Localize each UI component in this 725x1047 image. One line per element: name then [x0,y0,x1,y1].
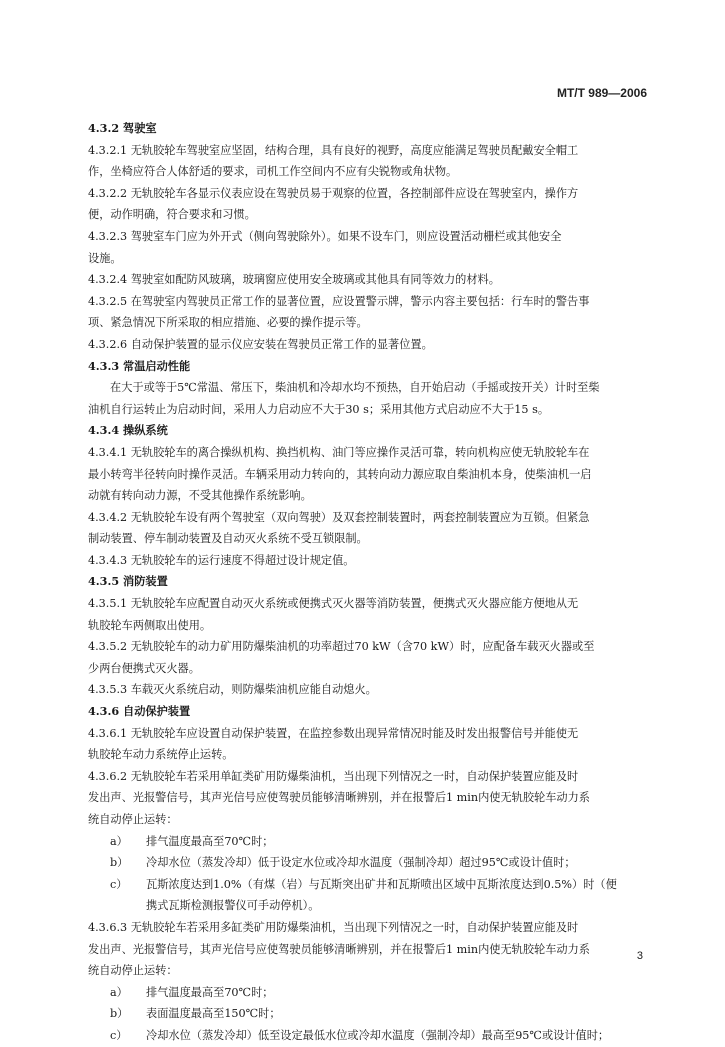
body-text-line: 少两台便携式灭火器。 [88,661,200,675]
body-text-line: 设施。 [88,251,122,265]
body-text-line: 4.3.6.1 无轨胶轮车应设置自动保护装置，在监控参数出现异常情况时能及时发出报警信号并能使无 [88,726,579,740]
list-item [88,831,648,853]
body-text-line: 动就有转向动力源，不受其他操作系统影响。 [88,489,312,503]
list-item-text: 排气温度最高至70℃时； [146,834,274,848]
body-text-line: 4.3.6.2 无轨胶轮车若采用单缸类矿用防爆柴油机，当出现下列情况之一时，自动保护装置应能及时 [88,769,579,783]
body-text-line: 4.3.4.2 无轨胶轮车设有两个驾驶室（双向驾驶）及双套控制装置时，两套控制装置应为互锁。但紧急 [88,510,590,524]
list-item [88,874,648,896]
body-text-line: 4.3.2.2 无轨胶轮车各显示仪表应设在驾驶员易于观察的位置，各控制部件应设在驾驶室内，操作方 [88,186,579,200]
body-text-line: 4.3.5.3 车载灭火系统启动，则防爆柴油机应能自动熄火。 [88,683,377,697]
body-text-line: 在大于或等于5℃常温、常压下，柴油机和冷却水均不预热，自开始启动（手摇或按开关）计时至柴 [110,381,600,395]
list-marker: a） [110,834,128,848]
body-text-line: 统自动停止运转： [88,964,178,978]
list-item-text: 表面温度最高至150℃时； [146,1007,281,1021]
body-text-line: 4.3.4.1 无轨胶轮车的离合操纵机构、换挡机构、油门等应操作灵活可靠，转向机构应使无轨胶轮车在 [88,445,590,459]
list-item-text: 冷却水位（蒸发冷却）低至设定最低水位或冷却水温度（强制冷却）最高至95℃或设计值时； [146,1028,610,1042]
body-text-line: 4.3.2.1 无轨胶轮车驾驶室应坚固，结构合理，具有良好的视野，高度应能满足驾驶员配戴安全帽工 [88,143,579,157]
list-item-text: 瓦斯浓度达到1.0%（有煤（岩）与瓦斯突出矿井和瓦斯喷出区域中瓦斯浓度达到0.5%）时（便 [146,877,617,891]
section-heading: 4.3.2 驾驶室 [88,121,157,135]
body-text-line: 4.3.2.4 驾驶室如配防风玻璃，玻璃窗应使用安全玻璃或其他具有同等效力的材料。 [88,273,500,287]
section-heading: 4.3.3 常温启动性能 [88,358,191,373]
body-text-line: 制动装置、停车制动装置及自动灭火系统不受互锁限制。 [88,532,368,546]
body-text-line: 便，动作明确，符合要求和习惯。 [88,208,256,222]
list-marker: b） [110,856,129,870]
document-body [88,118,648,1047]
body-text-line: 4.3.6.3 无轨胶轮车若采用多缸类矿用防爆柴油机，当出现下列情况之一时，自动保护装置应能及时 [88,920,579,934]
body-text-line: 作，坐椅应符合人体舒适的要求，司机工作空间内不应有尖锐物或角状物。 [88,165,458,179]
list-item [88,1003,648,1025]
body-text-line: 4.3.2.5 在驾驶室内驾驶员正常工作的显著位置，应设置警示牌，警示内容主要包括：行车时的警告事 [88,294,590,308]
list-marker: b） [110,1007,129,1021]
section-heading: 4.3.5 消防装置 [88,574,168,589]
section-heading: 4.3.6 自动保护装置 [88,704,191,719]
body-text-line: 统自动停止运转： [88,813,178,826]
list-marker: c） [110,1028,128,1042]
standard-number-header: MT/T 989—2006 [556,86,647,100]
body-text-line: 4.3.5.2 无轨胶轮车的动力矿用防爆柴油机的功率超过70 kW（含70 kW）时，应配备车载灭火器或至 [88,640,595,654]
list-marker: c） [110,877,128,891]
list-item [88,852,648,874]
body-text-line: 项、紧急情况下所采取的相应措施、必要的操作提示等。 [88,316,368,330]
body-text-line: 4.3.5.1 无轨胶轮车应配置自动灭火系统或便携式灭火器等消防装置，便携式灭火器应能方便地从无 [88,597,579,611]
body-text-line: 4.3.2.3 驾驶室车门应为外开式（侧向驾驶除外）。如果不设车门，则应设置活动栅栏或其他安全 [88,229,562,243]
body-text-line: 4.3.2.6 自动保护装置的显示仪应安装在驾驶员正常工作的显著位置。 [88,337,433,351]
page-number: 3 [636,950,643,962]
list-item [88,982,648,1004]
list-item-text: 冷却水位（蒸发冷却）低于设定水位或冷却水温度（强制冷却）超过95℃或设计值时； [146,856,576,870]
body-text-line: 油机自行运转止为启动时间，采用人力启动应不大于30 s；采用其他方式启动应不大于15 s。 [88,402,550,416]
body-text-line: 携式瓦斯检测报警仪可手动停机）。 [146,899,320,913]
body-text-line: 发出声、光报警信号，其声光信号应使驾驶员能够清晰辨别，并在报警后1 min内使无轨胶轮车动力系 [88,791,590,805]
list-item-text: 排气温度最高至70℃时； [146,985,274,999]
list-item [88,1025,648,1047]
list-marker: a） [110,985,128,999]
section-heading: 4.3.4 操纵系统 [88,423,168,438]
body-text-line: 最小转弯半径转向时操作灵活。车辆采用动力转向的，其转向动力源应取自柴油机本身，使柴油机一启 [88,467,592,481]
body-text-line: 发出声、光报警信号，其声光信号应使驾驶员能够清晰辨别，并在报警后1 min内使无轨胶轮车动力系 [88,942,590,956]
body-text-line: 轨胶轮车两侧取出使用。 [88,618,212,632]
body-text-line: 4.3.4.3 无轨胶轮车的运行速度不得超过设计规定值。 [88,553,355,567]
body-text-line: 轨胶轮车动力系统停止运转。 [88,748,234,762]
